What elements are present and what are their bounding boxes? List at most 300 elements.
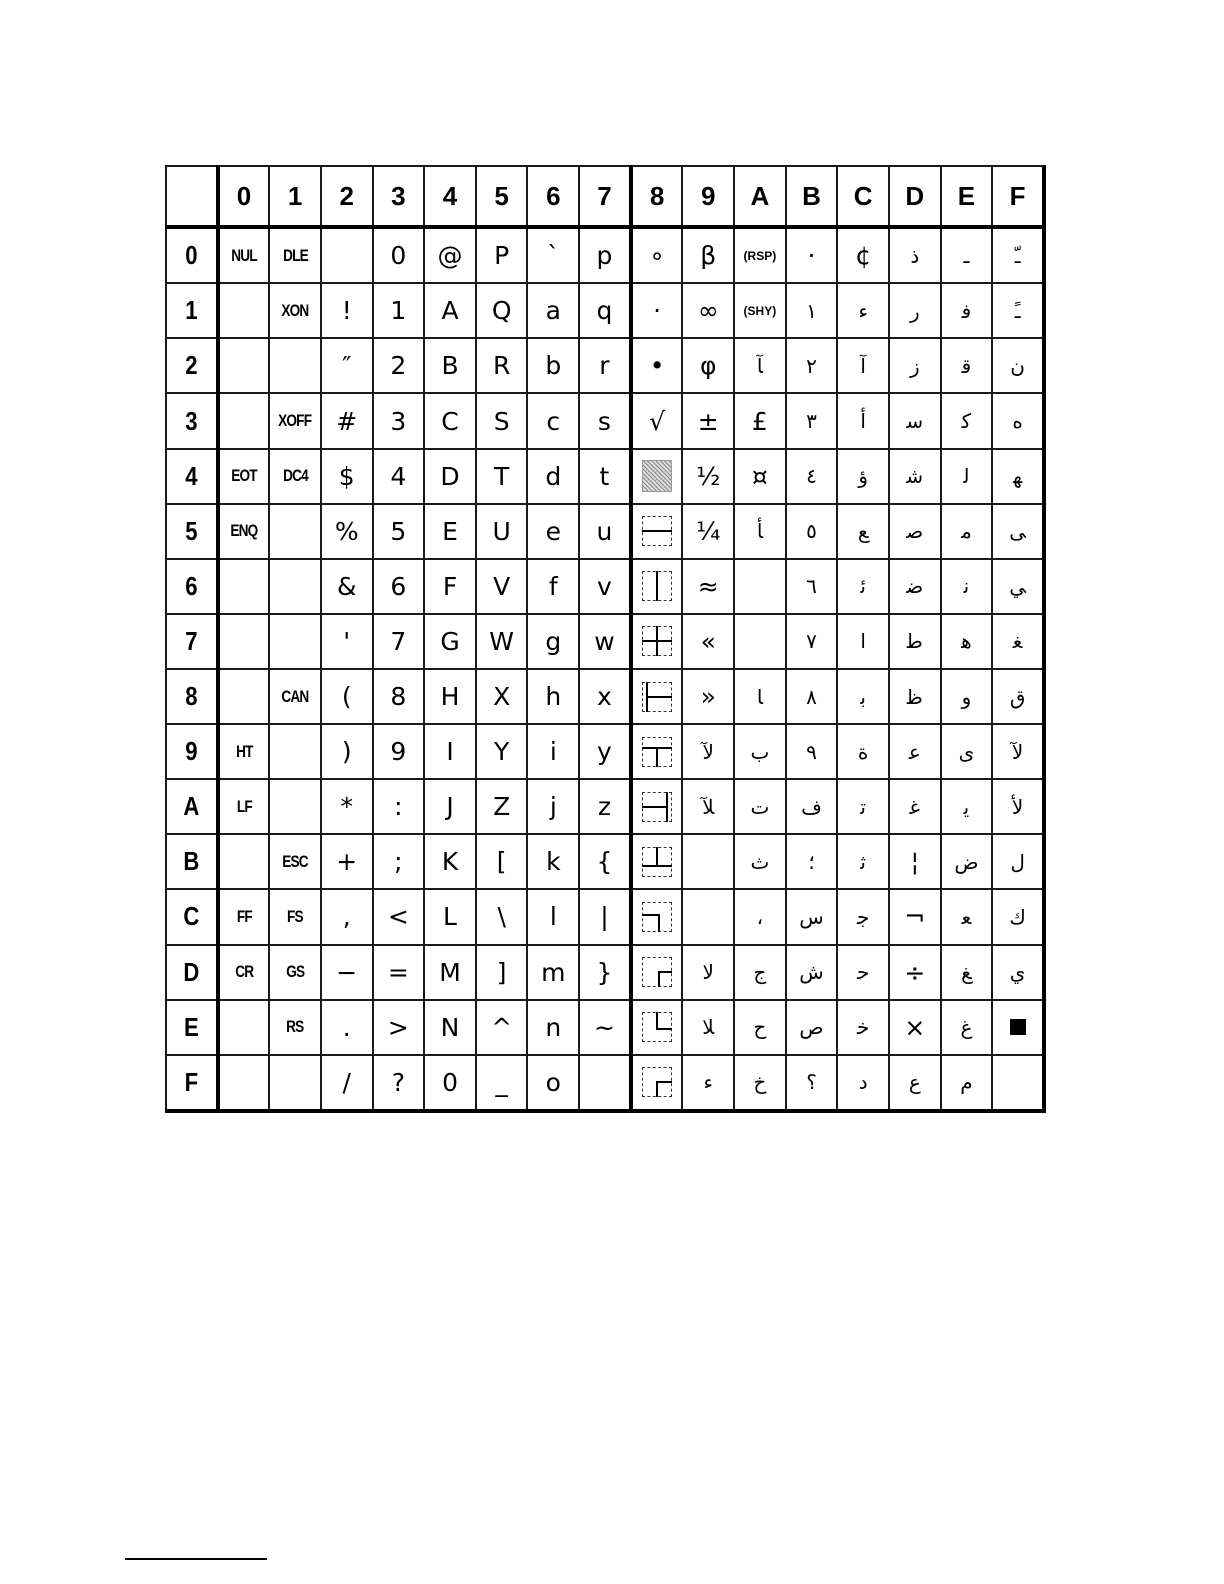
code-cell-90 xyxy=(682,227,734,283)
table-row xyxy=(166,283,1044,338)
code-cell-BA xyxy=(786,779,838,834)
code-cell-A2 xyxy=(734,338,786,393)
code-cell-C7 xyxy=(837,614,889,669)
code-cell-DF xyxy=(889,1055,941,1111)
character-glyph: ∘ xyxy=(649,241,665,271)
code-cell-F8 xyxy=(992,669,1044,724)
character-glyph: = xyxy=(387,957,409,987)
character-glyph: L xyxy=(443,902,457,932)
code-cell-EA xyxy=(941,779,993,834)
code-cell-95 xyxy=(682,504,734,559)
character-glyph: k xyxy=(546,847,561,877)
arabic-glyph: ٢ xyxy=(806,353,817,378)
arabic-glyph: ﻉ xyxy=(908,1070,921,1095)
arabic-glyph: ﻩ xyxy=(1012,409,1023,433)
code-cell-49 xyxy=(424,724,476,779)
code-cell-05 xyxy=(218,504,270,559)
table-row xyxy=(166,1000,1044,1055)
character-glyph: S xyxy=(493,406,510,436)
arabic-glyph: ﻫ xyxy=(961,629,972,654)
code-cell-92 xyxy=(682,338,734,393)
row-header-5: 5 xyxy=(170,504,214,559)
code-cell-85 xyxy=(631,504,683,559)
arabic-glyph: ﻰ xyxy=(1009,519,1026,544)
arabic-glyph: ﺑ xyxy=(860,684,866,709)
arabic-glyph: ﻌ xyxy=(961,904,972,929)
code-cell-8C xyxy=(631,889,683,944)
arabic-glyph: ـ xyxy=(963,243,970,268)
code-cell-CF xyxy=(837,1055,889,1111)
character-glyph: _ xyxy=(495,1067,508,1097)
arabic-glyph: ﺯ xyxy=(909,353,920,378)
code-cell-A0 xyxy=(734,227,786,283)
column-header-2: 2 xyxy=(321,166,373,227)
arabic-glyph: ﻲ xyxy=(1009,574,1026,599)
arabic-glyph: ﹽ xyxy=(1014,243,1021,268)
code-cell-97 xyxy=(682,614,734,669)
character-glyph: . xyxy=(342,1012,351,1042)
code-cell-1D xyxy=(269,945,321,1000)
code-cell-2B xyxy=(321,834,373,889)
code-cell-FD xyxy=(992,945,1044,1000)
code-cell-CE xyxy=(837,1000,889,1055)
arabic-glyph: ﺡ xyxy=(753,1015,767,1040)
box-drawing-glyph xyxy=(642,902,672,932)
table-row xyxy=(166,1055,1044,1111)
row-header-2: 2 xyxy=(170,338,214,393)
character-glyph: $ xyxy=(338,461,355,491)
control-code-label: NUL xyxy=(231,245,257,265)
character-glyph: R xyxy=(492,351,511,381)
code-cell-69 xyxy=(527,724,579,779)
character-glyph: Q xyxy=(491,296,512,326)
arabic-glyph: ﺙ xyxy=(750,849,770,874)
column-header-9: 9 xyxy=(682,166,734,227)
character-glyph: ÷ xyxy=(904,957,926,987)
code-cell-B9 xyxy=(786,724,838,779)
code-cell-06 xyxy=(218,559,270,614)
character-glyph: w xyxy=(594,626,615,656)
column-header-B: B xyxy=(786,166,838,227)
character-glyph: x xyxy=(597,682,612,712)
arabic-glyph: ﺄ xyxy=(756,519,763,544)
code-cell-A1 xyxy=(734,283,786,338)
control-code-label: ENQ xyxy=(230,521,258,541)
character-glyph: 3 xyxy=(390,406,407,436)
row-header-0: 0 xyxy=(170,227,214,283)
character-glyph: * xyxy=(340,792,353,822)
code-cell-D0 xyxy=(889,227,941,283)
character-glyph: C xyxy=(441,406,459,436)
character-glyph: F xyxy=(442,571,458,601)
arabic-glyph: ﻍ xyxy=(960,1015,973,1040)
code-cell-96 xyxy=(682,559,734,614)
code-cell-37 xyxy=(373,614,425,669)
code-cell-9D xyxy=(682,945,734,1000)
character-glyph: < xyxy=(387,902,409,932)
code-cell-48 xyxy=(424,669,476,724)
code-cell-DD xyxy=(889,945,941,1000)
arabic-glyph: ﻥ xyxy=(1010,353,1025,378)
code-cell-D8 xyxy=(889,669,941,724)
code-cell-43 xyxy=(424,393,476,448)
character-glyph: X xyxy=(493,682,511,712)
code-cell-23 xyxy=(321,393,373,448)
column-header-3: 3 xyxy=(373,166,425,227)
arabic-glyph: ﻻ xyxy=(702,960,714,985)
arabic-glyph: ؟ xyxy=(806,1070,817,1095)
code-cell-0F xyxy=(218,1055,270,1111)
character-glyph: B xyxy=(441,351,459,381)
code-cell-14 xyxy=(269,449,321,504)
code-cell-F9 xyxy=(992,724,1044,779)
character-glyph: c xyxy=(546,406,561,436)
character-glyph: v xyxy=(597,571,612,601)
arabic-glyph: ﻭ xyxy=(961,684,972,709)
character-glyph: b xyxy=(545,351,562,381)
code-cell-9B xyxy=(682,834,734,889)
code-cell-15 xyxy=(269,504,321,559)
character-glyph: √ xyxy=(649,406,666,436)
box-drawing-glyph xyxy=(642,1012,672,1042)
character-glyph: ¬ xyxy=(904,902,926,932)
control-code-label: DLE xyxy=(282,245,308,265)
code-cell-21 xyxy=(321,283,373,338)
character-glyph: q xyxy=(596,296,613,326)
character-glyph: K xyxy=(441,847,459,877)
character-glyph: T xyxy=(494,461,510,491)
arabic-glyph: ﺅ xyxy=(858,464,868,489)
column-header-6: 6 xyxy=(527,166,579,227)
code-cell-1E xyxy=(269,1000,321,1055)
code-cell-E8 xyxy=(941,669,993,724)
code-cell-76 xyxy=(579,559,631,614)
character-glyph: V xyxy=(493,571,511,601)
code-cell-52 xyxy=(476,338,528,393)
character-glyph: / xyxy=(342,1067,351,1097)
arabic-glyph: ﻙ xyxy=(1009,904,1026,929)
code-cell-34 xyxy=(373,449,425,504)
code-cell-AC xyxy=(734,889,786,944)
code-cell-0B xyxy=(218,834,270,889)
code-cell-2F xyxy=(321,1055,373,1111)
code-cell-4D xyxy=(424,945,476,1000)
code-cell-9C xyxy=(682,889,734,944)
character-glyph: 0 xyxy=(442,1067,458,1097)
code-cell-D1 xyxy=(889,283,941,338)
character-glyph: 0 xyxy=(390,241,407,271)
code-cell-1F xyxy=(269,1055,321,1111)
code-cell-FA xyxy=(992,779,1044,834)
box-drawing-glyph xyxy=(642,626,672,656)
code-cell-08 xyxy=(218,669,270,724)
code-cell-82 xyxy=(631,338,683,393)
character-glyph: ] xyxy=(496,957,507,987)
character-glyph: { xyxy=(596,847,613,877)
code-cell-13 xyxy=(269,393,321,448)
code-cell-CA xyxy=(837,779,889,834)
code-cell-46 xyxy=(424,559,476,614)
code-cell-7D xyxy=(579,945,631,1000)
character-glyph: g xyxy=(545,626,562,656)
code-cell-3B xyxy=(373,834,425,889)
box-drawing-glyph xyxy=(642,957,672,987)
code-cell-E3 xyxy=(941,393,993,448)
code-cell-9F xyxy=(682,1055,734,1111)
character-glyph: ! xyxy=(341,296,352,326)
character-glyph: | xyxy=(600,902,609,932)
control-code-label: ESC xyxy=(282,851,308,871)
character-glyph: ″ xyxy=(342,351,352,381)
character-glyph: ) xyxy=(341,737,352,767)
arabic-glyph: ﻏ xyxy=(909,794,921,819)
character-glyph: 9 xyxy=(390,737,407,767)
column-header-row xyxy=(166,166,1044,227)
character-glyph: β xyxy=(700,241,717,271)
character-glyph: i xyxy=(549,737,557,767)
code-cell-44 xyxy=(424,449,476,504)
footnote-separator-line xyxy=(125,1558,267,1560)
code-cell-33 xyxy=(373,393,425,448)
character-glyph: ` xyxy=(547,241,560,271)
arabic-glyph: ﺝ xyxy=(753,960,767,985)
code-cell-42 xyxy=(424,338,476,393)
table-row xyxy=(166,559,1044,614)
character-glyph: ± xyxy=(697,406,719,436)
code-cell-91 xyxy=(682,283,734,338)
code-cell-B4 xyxy=(786,449,838,504)
code-cell-17 xyxy=(269,614,321,669)
character-glyph: > xyxy=(387,1012,409,1042)
character-glyph: t xyxy=(599,461,610,491)
control-code-label: FF xyxy=(236,906,252,926)
arabic-glyph: ﺓ xyxy=(857,739,869,764)
column-header-D: D xyxy=(889,166,941,227)
arabic-glyph: ﺂ xyxy=(756,353,763,378)
character-glyph: 1 xyxy=(390,296,407,326)
code-cell-79 xyxy=(579,724,631,779)
code-cell-5D xyxy=(476,945,528,1000)
code-cell-88 xyxy=(631,669,683,724)
code-cell-58 xyxy=(476,669,528,724)
row-header-3: 3 xyxy=(170,393,214,448)
code-cell-25 xyxy=(321,504,373,559)
box-drawing-glyph xyxy=(642,1067,672,1097)
code-cell-03 xyxy=(218,393,270,448)
arabic-glyph: ﻷ xyxy=(1011,794,1024,819)
table-row xyxy=(166,669,1044,724)
code-cell-3F xyxy=(373,1055,425,1111)
character-glyph: ¢ xyxy=(855,241,872,271)
column-header-A: A xyxy=(734,166,786,227)
code-cell-C4 xyxy=(837,449,889,504)
arabic-glyph: ؛ xyxy=(808,849,815,874)
character-glyph: Z xyxy=(493,792,511,822)
character-glyph: + xyxy=(336,847,358,877)
code-cell-61 xyxy=(527,283,579,338)
code-cell-C1 xyxy=(837,283,889,338)
code-cell-B1 xyxy=(786,283,838,338)
box-drawing-glyph xyxy=(642,682,672,712)
code-cell-50 xyxy=(476,227,528,283)
character-glyph: − xyxy=(336,957,358,987)
code-cell-5F xyxy=(476,1055,528,1111)
arabic-glyph: ﻕ xyxy=(1009,684,1026,709)
code-cell-54 xyxy=(476,449,528,504)
code-cell-3A xyxy=(373,779,425,834)
code-cell-AD xyxy=(734,945,786,1000)
table-row xyxy=(166,338,1044,393)
code-cell-B6 xyxy=(786,559,838,614)
character-glyph: ^ xyxy=(491,1012,513,1042)
character-glyph: ¼ xyxy=(696,516,721,546)
code-cell-63 xyxy=(527,393,579,448)
code-cell-56 xyxy=(476,559,528,614)
arabic-glyph: ﺍ xyxy=(860,629,866,654)
code-cell-93 xyxy=(682,393,734,448)
arabic-glyph: ﺟ xyxy=(856,904,870,929)
table-row xyxy=(166,504,1044,559)
table-row xyxy=(166,834,1044,889)
code-cell-04 xyxy=(218,449,270,504)
arabic-glyph: ﺽ xyxy=(954,849,979,874)
arabic-glyph: ﻬ xyxy=(1013,464,1023,489)
code-cell-75 xyxy=(579,504,631,559)
character-glyph: H xyxy=(440,682,460,712)
code-cell-02 xyxy=(218,338,270,393)
code-cell-78 xyxy=(579,669,631,724)
character-glyph: h xyxy=(545,682,562,712)
arabic-glyph: ﺃ xyxy=(860,409,866,433)
arabic-glyph: ﺋ xyxy=(860,574,866,599)
code-cell-18 xyxy=(269,669,321,724)
code-cell-45 xyxy=(424,504,476,559)
code-cell-72 xyxy=(579,338,631,393)
code-cell-41 xyxy=(424,283,476,338)
code-cell-B2 xyxy=(786,338,838,393)
control-code-label: DC4 xyxy=(282,466,308,486)
code-cell-2D xyxy=(321,945,373,1000)
code-cell-D5 xyxy=(889,504,941,559)
column-header-4: 4 xyxy=(424,166,476,227)
code-cell-CD xyxy=(837,945,889,1000)
arabic-glyph: ﺱ xyxy=(799,904,824,929)
character-glyph: G xyxy=(440,626,460,656)
row-header-8: 8 xyxy=(170,669,214,724)
character-glyph: 8 xyxy=(390,682,407,712)
code-cell-C3 xyxy=(837,393,889,448)
code-cell-C9 xyxy=(837,724,889,779)
code-cell-7B xyxy=(579,834,631,889)
control-code-label: GS xyxy=(286,962,305,982)
arabic-glyph: ﺿ xyxy=(906,574,924,599)
code-cell-DC xyxy=(889,889,941,944)
code-cell-FB xyxy=(992,834,1044,889)
code-cell-64 xyxy=(527,449,579,504)
code-cell-CC xyxy=(837,889,889,944)
code-cell-71 xyxy=(579,283,631,338)
column-header-8: 8 xyxy=(631,166,683,227)
control-code-label: RS xyxy=(286,1017,304,1037)
code-cell-36 xyxy=(373,559,425,614)
arabic-glyph: ﻗ xyxy=(961,353,972,378)
arabic-glyph: ، xyxy=(756,904,764,929)
character-glyph: ~ xyxy=(593,1012,615,1042)
character-glyph: » xyxy=(700,682,716,712)
code-cell-FF xyxy=(992,1055,1044,1111)
code-cell-80 xyxy=(631,227,683,283)
code-cell-A7 xyxy=(734,614,786,669)
arabic-glyph: ﺁ xyxy=(860,353,866,378)
code-cell-59 xyxy=(476,724,528,779)
code-cell-39 xyxy=(373,724,425,779)
code-cell-73 xyxy=(579,393,631,448)
character-glyph: £ xyxy=(751,406,768,436)
code-cell-DA xyxy=(889,779,941,834)
code-cell-EB xyxy=(941,834,993,889)
code-cell-FC xyxy=(992,889,1044,944)
code-cell-EE xyxy=(941,1000,993,1055)
character-glyph: N xyxy=(440,1012,460,1042)
arabic-glyph: ﻎ xyxy=(961,960,972,985)
code-cell-30 xyxy=(373,227,425,283)
code-cell-D6 xyxy=(889,559,941,614)
code-cell-99 xyxy=(682,724,734,779)
code-cell-CB xyxy=(837,834,889,889)
character-glyph: φ xyxy=(699,351,717,381)
character-glyph: r xyxy=(599,351,610,381)
code-cell-38 xyxy=(373,669,425,724)
arabic-glyph: ﻊ xyxy=(857,519,869,544)
character-glyph: e xyxy=(545,516,561,546)
shade-block-glyph xyxy=(642,460,672,492)
code-cell-11 xyxy=(269,283,321,338)
code-cell-3D xyxy=(373,945,425,1000)
code-cell-6F xyxy=(527,1055,579,1111)
character-glyph: \ xyxy=(497,902,506,932)
code-cell-A9 xyxy=(734,724,786,779)
row-header-4: 4 xyxy=(170,449,214,504)
arabic-glyph: ﻑ xyxy=(801,794,822,819)
code-cell-74 xyxy=(579,449,631,504)
arabic-glyph: ﻼ xyxy=(702,1015,715,1040)
code-cell-62 xyxy=(527,338,579,393)
code-cell-66 xyxy=(527,559,579,614)
character-glyph: , xyxy=(342,902,351,932)
code-cell-C5 xyxy=(837,504,889,559)
character-glyph: ( xyxy=(341,682,352,712)
arabic-glyph: ﺧ xyxy=(856,1015,870,1040)
code-cell-1A xyxy=(269,779,321,834)
character-glyph: n xyxy=(545,1012,562,1042)
solid-square-glyph xyxy=(1010,1019,1026,1035)
code-cell-9A xyxy=(682,779,734,834)
character-glyph: 2 xyxy=(390,351,407,381)
code-cell-C2 xyxy=(837,338,889,393)
box-drawing-glyph xyxy=(642,792,672,822)
code-cell-68 xyxy=(527,669,579,724)
arabic-glyph: ﺛ xyxy=(860,849,866,874)
character-glyph: 7 xyxy=(390,626,407,656)
code-cell-4B xyxy=(424,834,476,889)
code-cell-51 xyxy=(476,283,528,338)
code-cell-09 xyxy=(218,724,270,779)
code-cell-07 xyxy=(218,614,270,669)
code-cell-FE xyxy=(992,1000,1044,1055)
arabic-glyph: ٩ xyxy=(806,739,817,764)
code-cell-E6 xyxy=(941,559,993,614)
arabic-glyph: ﺣ xyxy=(856,960,870,985)
